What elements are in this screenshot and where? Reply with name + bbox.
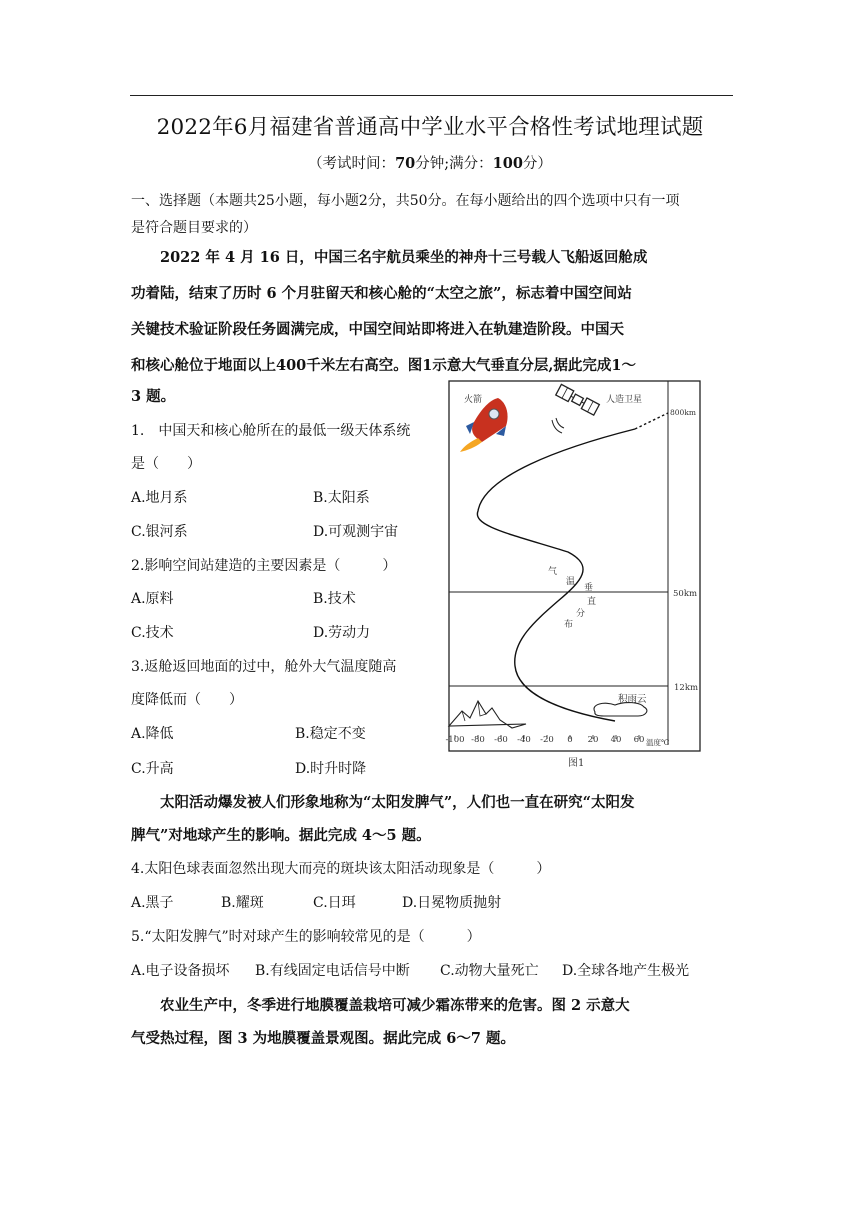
curve-label-char: 垂 (584, 583, 594, 593)
curve-label-char: 分 (576, 609, 586, 619)
x-tick-label: 0 (567, 735, 573, 745)
q2-option-d[interactable]: D.劳动力 (313, 625, 371, 641)
q3-option-b[interactable]: B.稳定不变 (295, 726, 366, 742)
q5-stem: 5.“太阳发脾气”时对球产生的影响较常见的是（ ） (131, 929, 481, 945)
curve-label-char: 气 (548, 567, 558, 577)
curve-label-char: 直 (587, 597, 597, 607)
q1-option-a[interactable]: A.地月系 (131, 490, 188, 506)
curve-label-char: 温 (566, 577, 576, 587)
q3-stem-line2: 度降低而（ ） (131, 692, 243, 708)
q4-option-d[interactable]: D.日冕物质抛射 (402, 895, 502, 911)
q4-option-b[interactable]: B.耀斑 (221, 895, 264, 911)
q3-option-c[interactable]: C.升高 (131, 761, 174, 777)
q1-option-d[interactable]: D.可观测宇宙 (313, 524, 399, 540)
x-tick-label: -80 (471, 735, 485, 745)
satellite-label: 人造卫星 (606, 395, 643, 405)
q2-option-b[interactable]: B.技术 (313, 591, 356, 607)
label-50km: 50km (673, 589, 698, 599)
q5-option-b[interactable]: B.有线固定电话信号中断 (255, 963, 410, 979)
q1-stem-line2: 是（ ） (131, 456, 201, 472)
q1-option-c[interactable]: C.银河系 (131, 524, 188, 540)
passage2-line2: 脾气”对地球产生的影响。据此完成 4～5 题。 (131, 827, 431, 844)
q2-option-a[interactable]: A.原料 (131, 591, 174, 607)
exam-info: （考试时间：70分钟;满分：100分） (308, 155, 552, 172)
q1-option-b[interactable]: B.太阳系 (313, 490, 370, 506)
passage2-line1: 太阳活动爆发被人们形象地称为“太阳发脾气”，人们也一直在研究“太阳发 (160, 794, 635, 811)
section-heading-line1: 一、选择题（本题共25小题，每小题2分，共50分。在每小题给出的四个选项中只有一项 (131, 193, 680, 209)
q5-option-d[interactable]: D.全球各地产生极光 (562, 963, 690, 979)
x-tick-label: 40 (610, 735, 622, 745)
rocket-icon (460, 398, 508, 452)
q2-option-c[interactable]: C.技术 (131, 625, 174, 641)
signal-wave (556, 418, 564, 428)
x-tick-label: 60 (633, 735, 645, 745)
q4-option-a[interactable]: A.黑子 (131, 895, 174, 911)
curve-label-char: 布 (564, 620, 574, 630)
q3-option-d[interactable]: D.时升时降 (295, 761, 367, 777)
q4-option-c[interactable]: C.日珥 (313, 895, 356, 911)
temperature-curve-dotted (635, 413, 668, 429)
passage1-line5: 3 题。 (131, 388, 176, 405)
x-tick-label: -100 (445, 735, 465, 745)
passage1-line2: 功着陆，结束了历时 6 个月驻留天和核心舱的“太空之旅”，标志着中国空间站 (131, 285, 632, 302)
label-12km: 12km (674, 683, 699, 693)
page-title: 2022年6月福建省普通高中学业水平合格性考试地理试题 (156, 115, 704, 140)
passage1-line4: 和核心舱位于地面以上400千米左右高空。图1示意大气垂直分层,据此完成1～ (131, 357, 636, 374)
header-rule (130, 95, 733, 96)
q3-stem-line1: 3.返舱返回地面的过中，舱外大气温度随高 (131, 659, 397, 675)
satellite-icon (556, 384, 600, 415)
mountain-icon (449, 701, 526, 728)
label-800km: 800km (670, 408, 696, 417)
x-axis-unit: 温度℃ (646, 738, 670, 747)
x-tick-label: -60 (494, 735, 508, 745)
passage3-line1: 农业生产中，冬季进行地膜覆盖栽培可减少霜冻带来的危害。图 2 示意大 (160, 997, 630, 1014)
q5-option-a[interactable]: A.电子设备损坏 (131, 963, 230, 979)
q3-option-a[interactable]: A.降低 (131, 726, 174, 742)
figure1-atmosphere-diagram (440, 376, 710, 774)
x-tick-label: -20 (540, 735, 554, 745)
q5-option-c[interactable]: C.动物大量死亡 (440, 963, 539, 979)
q4-stem: 4.太阳色球表面忽然出现大而亮的斑块该太阳活动现象是（ ） (131, 861, 551, 877)
passage3-line2: 气受热过程，图 3 为地膜覆盖景观图。据此完成 6～7 题。 (131, 1030, 515, 1047)
section-heading-line2: 是符合题目要求的） (131, 220, 257, 236)
q2-stem: 2.影响空间站建造的主要因素是（ ） (131, 558, 397, 574)
figure1-caption: 图1 (568, 758, 585, 769)
passage1-line3: 关键技术验证阶段任务圆满完成，中国空间站即将进入在轨建造阶段。中国天 (131, 321, 624, 338)
q1-stem-line1: 1. 中国天和核心舱所在的最低一级天体系统 (131, 423, 411, 439)
rocket-label: 火箭 (464, 395, 483, 405)
x-tick-label: -40 (517, 735, 531, 745)
x-tick-label: 20 (587, 735, 599, 745)
passage1-line1: 2022 年 4 月 16 日，中国三名宇航员乘坐的神舟十三号载人飞船返回舱成 (160, 249, 648, 266)
cloud-label: 积雨云 (618, 694, 647, 705)
